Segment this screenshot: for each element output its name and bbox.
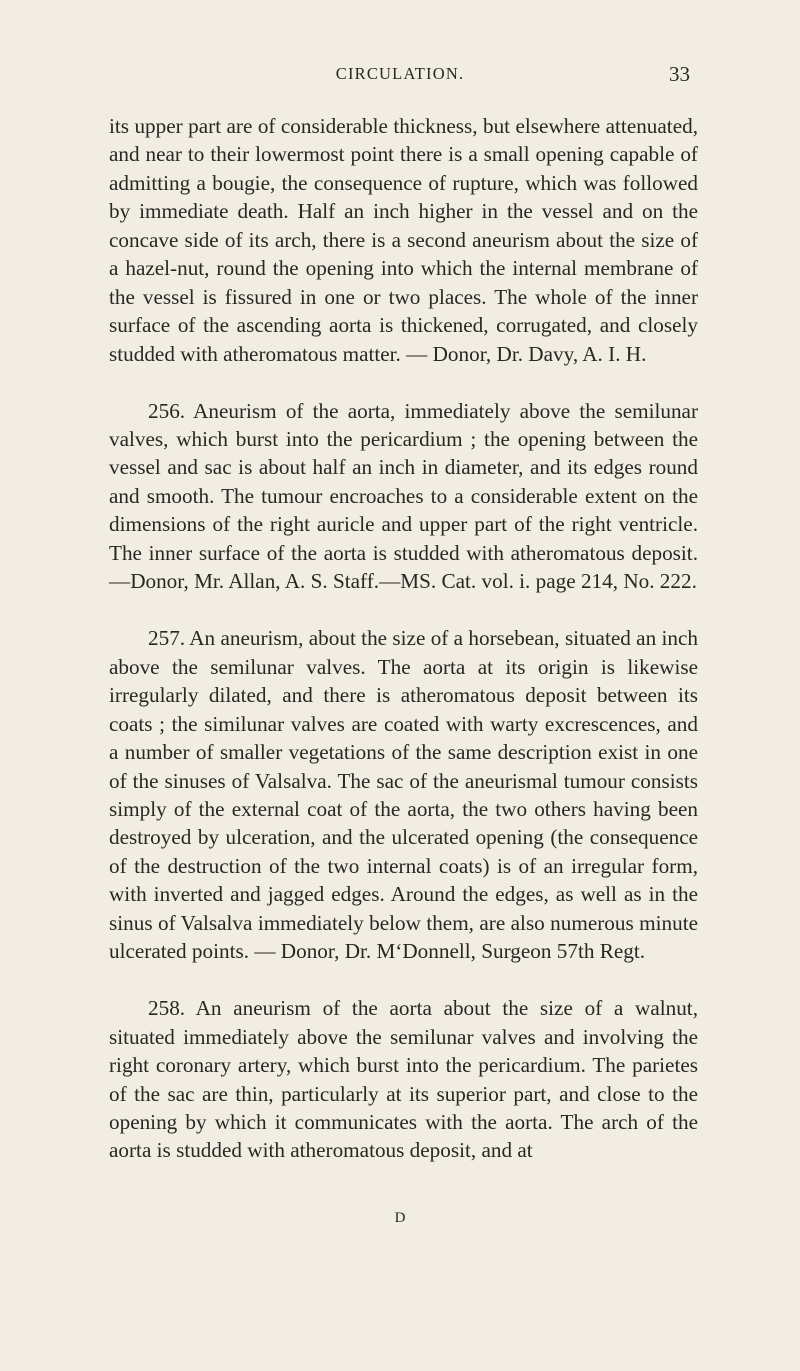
paragraph-256: 256. Aneurism of the aorta, immediately above the semilunar valves, which burst into the pericardium ; the opening between the vessel and sac is about half an inch in diameter, and its edges round and smooth. The tumour encroaches to a considerable extent on the dimensions of the right auricle and upper part of the right ventricle. The inner surface of the aorta is studded with atheromatous deposit.—Donor, Mr. Allan, A. S. Staff.—MS. Cat. vol. i. page 214, No. 222.	[109, 398, 698, 594]
page-header	[0, 62, 800, 92]
page-number: 33	[669, 62, 690, 86]
signature-mark: D	[394, 1210, 406, 1226]
paragraph-continuation: its upper part are of considerable thickness, but elsewhere attenuated, and near to their lowermost point there is a small opening capable of admitting a bougie, the consequence of rupture, which was followed by immediate death. Half an inch higher in the vessel and on the concave side of its arch, there is a second aneurism about the size of a hazel-nut, round the opening into which the internal membrane of the vessel is fissured in one or two places. The whole of the inner surface of the ascending aorta is thickened, corrugated, and closely studded with atheromatous matter. — Donor, Dr. Davy, A. I. H.	[109, 114, 698, 366]
paragraph-258: 258. An aneurism of the aorta about the size of a walnut, situated immediately above the semilunar valves and involving the right coronary artery, which burst into the pericardium. The parietes of the sac are thin, particularly at its superior part, and close to the opening by which it communicates with the aorta. The arch of the aorta is studded with atheromatous deposit, and at	[109, 996, 698, 1163]
body-text	[109, 112, 698, 1193]
running-head: CIRCULATION.	[335, 64, 465, 83]
paragraph-257: 257. An aneurism, about the size of a horsebean, situated an inch above the semilunar valves. The aorta at its origin is likewise irregularly dilated, and there is atheromatous deposit between its coats ; the similunar valves are coated with warty excrescences, and a number of smaller vegetations of the same description exist in one of the sinuses of Valsalva. The sac of the aneurismal tumour consists simply of the external coat of the aorta, the two others having been destroyed by ulceration, and the ulcerated opening (the consequence of the destruction of the two internal coats) is of an irregular form, with inverted and jagged edges. Around the edges, as well as in the sinus of Valsalva immediately below them, are also numerous minute ulcerated points. — Donor, Dr. M‘Donnell, Surgeon 57th Regt.	[109, 626, 698, 964]
